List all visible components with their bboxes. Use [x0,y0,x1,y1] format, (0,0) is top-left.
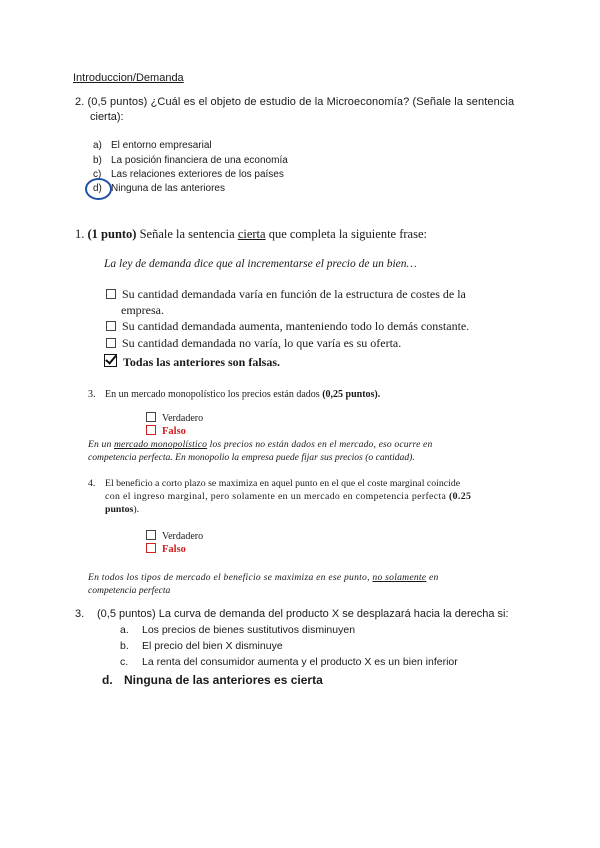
option-letter: d) [93,183,102,194]
q4-explanation-line1 [88,572,439,583]
option-letter: a. [120,624,129,636]
q3b-option-a [120,624,355,636]
q1-points: (1 punto) [87,227,137,241]
q2-question-cont: cierta): [90,111,124,123]
option-text: El entorno empresarial [111,140,212,151]
q1-option-3 [106,336,401,351]
q1-number: 1. [75,227,85,241]
option-text: Falso [162,426,186,437]
q3a-exp-part: los precios no están dados en el mercado, eso ocurre en [209,439,433,450]
option-letter: d. [102,673,113,687]
q3b-number: 3. [75,608,85,620]
checkbox-icon [146,530,156,540]
q1-text-before: Señale la sentencia [139,227,235,241]
q2-option-c [93,169,284,180]
q1-option-1 [106,287,466,302]
q3b-text: (0,5 puntos) La curva de demanda del producto X se desplazará hacia la derecha si: [97,608,509,620]
q3b-question [75,608,509,620]
q4-explanation-line2: competencia perfecta [88,585,171,596]
q4-text: El beneficio a corto plazo se maximiza en aquel punto en el que el coste marginal coincide [105,478,461,489]
option-letter: b) [93,155,102,166]
q4-exp-underlined: no solamente [372,572,427,583]
option-text: La renta del consumidor aumenta y el producto X es un bien inferior [142,656,458,668]
q3a-number: 3. [88,389,96,400]
q2-option-d [93,183,225,194]
option-text: Ninguna de las anteriores es cierta [124,673,323,687]
option-text: Verdadero [162,413,204,424]
q4-points: (0.25 [449,491,472,502]
q3b-option-b [120,640,283,652]
q4-number: 4. [88,478,96,489]
checked-box-icon [104,354,117,367]
q1-question [75,227,427,242]
q4-statement-line1 [88,478,460,489]
checkbox-icon [106,289,116,299]
q3a-points: (0,25 puntos). [322,389,381,400]
q4-statement-line2 [105,491,471,502]
page-title: Introduccion/Demanda [73,72,184,84]
option-text: Ninguna de las anteriores [111,183,225,194]
q4-points: puntos [105,504,134,515]
option-text: Verdadero [162,531,204,542]
q2-question [75,96,514,108]
q2-option-a [93,140,212,151]
checkbox-icon [106,338,116,348]
q1-text-after: que completa la siguiente frase: [268,227,427,241]
q4-statement-line3 [105,504,139,515]
option-text: Su cantidad demandada aumenta, manteniendo todo lo demás constante. [122,319,470,333]
option-text: Las relaciones exteriores de los países [111,169,284,180]
q4-exp-part: en [428,572,439,583]
option-text: Su cantidad demandada no varía, lo que varía es su oferta. [122,336,402,350]
option-text: El precio del bien X disminuye [142,640,283,652]
q3b-option-c [120,656,458,668]
q4-option-false [146,543,186,555]
q1-option-1-cont: empresa. [121,303,164,317]
option-text: Los precios de bienes sustitutivos disminuyen [142,624,356,636]
q1-option-2 [106,319,469,334]
option-letter: c. [120,656,129,668]
q3a-statement [88,389,380,400]
q1-statement: La ley de demanda dice que al incrementarse el precio de un bien… [104,258,417,270]
q2-number: 2. [75,96,85,108]
q2-question-text: ¿Cuál es el objeto de estudio de la Microeconomía? (Señale la sentencia [150,96,515,108]
answer-circle-mark [85,178,112,200]
q3a-option-false [146,425,186,437]
checkbox-icon [106,321,116,331]
q3a-option-true [146,412,203,424]
option-letter: a) [93,140,102,151]
checkbox-icon [146,543,156,553]
q3a-exp-part: En un [88,439,112,450]
option-text: La posición financiera de una economía [111,155,288,166]
option-text: Falso [162,544,186,555]
checkbox-icon [146,412,156,422]
q2-option-b [93,155,288,166]
q1-option-4 [104,354,280,370]
q3a-explanation-line2: competencia perfecta. En monopolio la empresa puede fijar sus precios (o cantidad). [88,452,415,463]
q1-text-underlined: cierta [237,227,266,241]
q4-exp-part: En todos los tipos de mercado el beneficio se maximiza en ese punto, [88,572,370,583]
q4-text: ). [133,504,140,515]
option-text: Todas las anteriores son falsas. [123,355,281,369]
option-letter: b. [120,640,129,652]
checkbox-icon [146,425,156,435]
option-text: Su cantidad demandada varía en función de la estructura de costes de la [122,287,466,301]
q3a-explanation-line1 [88,439,432,450]
q3a-text: En un mercado monopolístico los precios están dados [105,389,320,400]
q2-points: (0,5 puntos) [87,96,148,108]
option-letter: c) [93,169,102,180]
q4-text: con el ingreso marginal, pero solamente en un mercado en competencia perfecta [105,491,447,502]
q3b-option-d [102,673,323,687]
q3a-exp-underlined: mercado monopolístico [113,439,208,450]
q4-option-true [146,530,203,542]
